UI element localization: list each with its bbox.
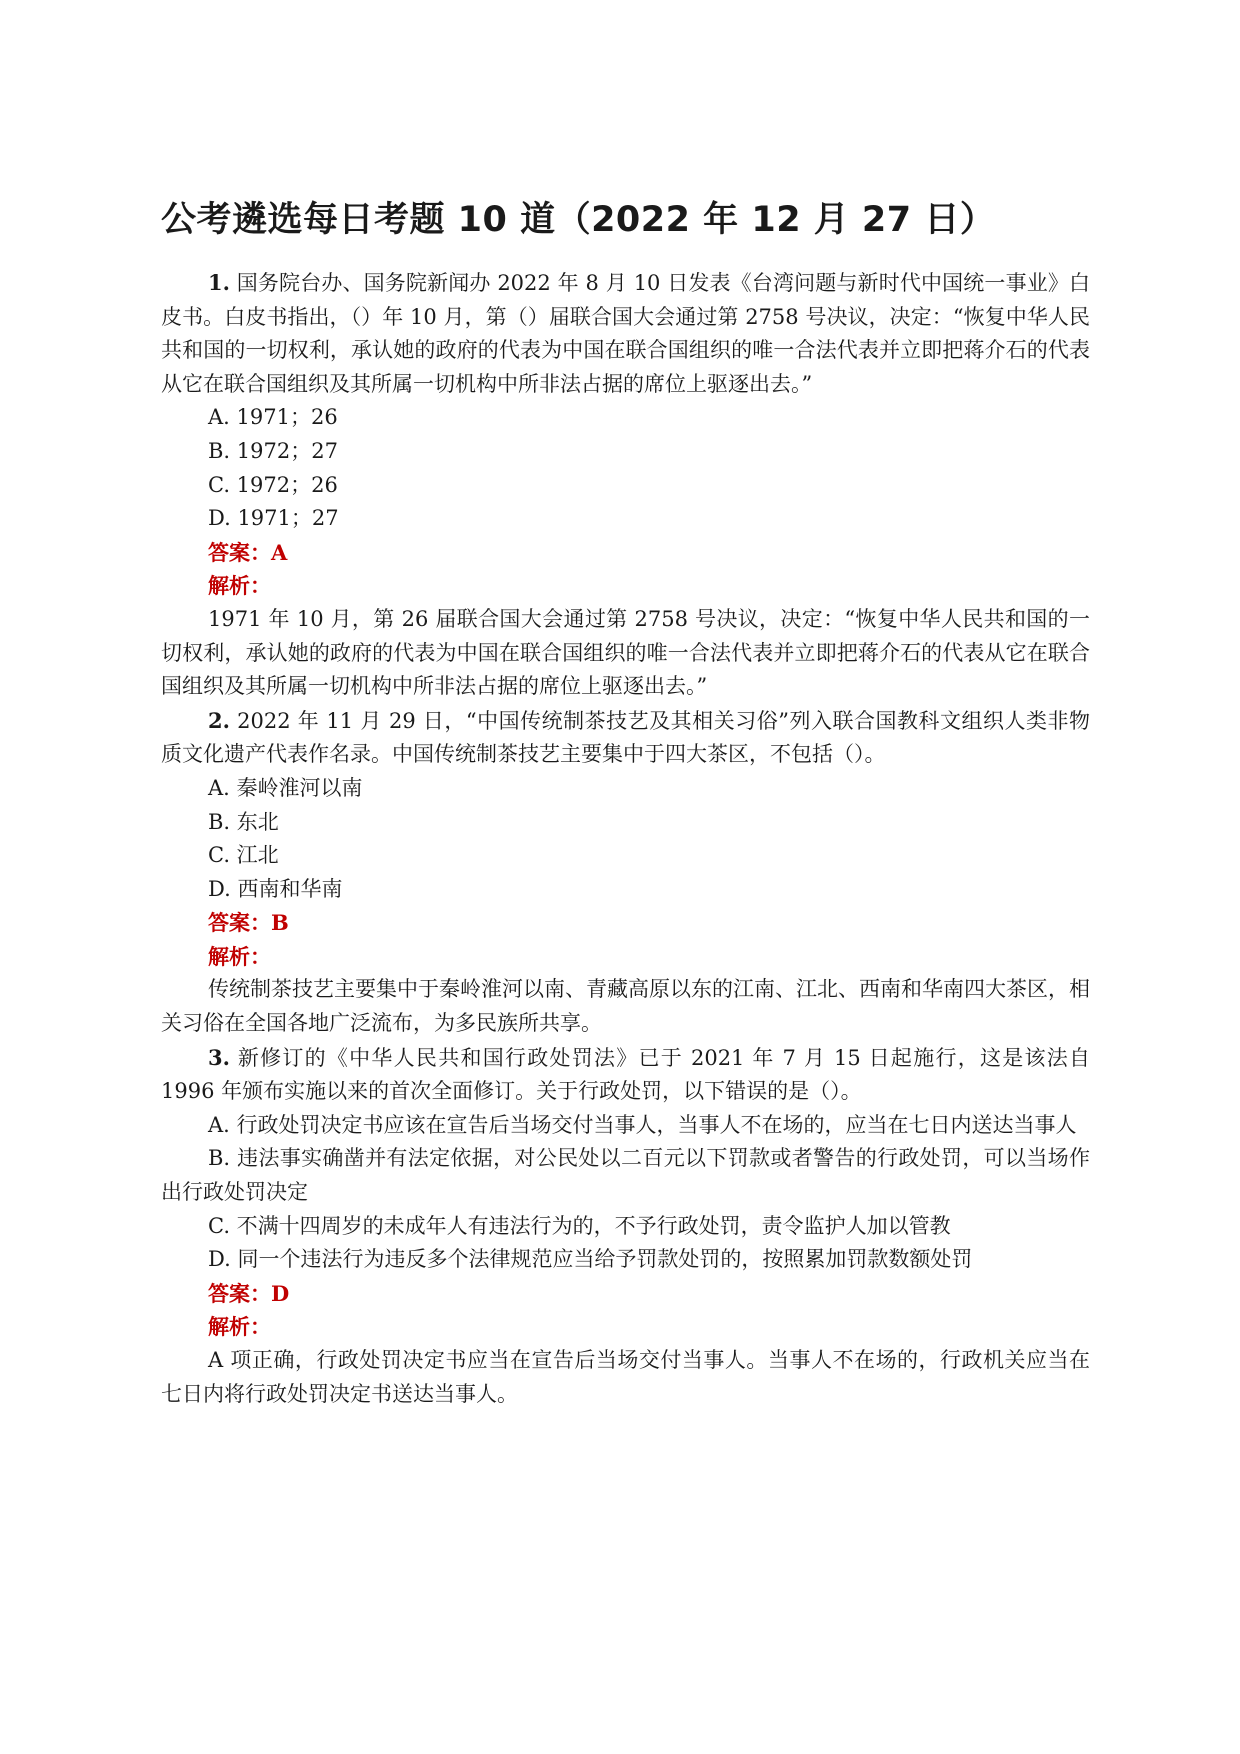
question-text: 2022 年 11 月 29 日，“中国传统制茶技艺及其相关习俗”列入联合国教科文组织人类非物质文化遗产代表作名录。中国传统制茶技艺主要集中于四大茶区，不包括（）。 — [161, 708, 1090, 767]
question-stem — [161, 266, 1090, 401]
analysis-text: A 项正确，行政处罚决定书应当在宣告后当场交付当事人。当事人不在场的，行政机关应当在七日内将行政处罚决定书送达当事人。 — [161, 1348, 1090, 1406]
option-a: A. 秦岭淮河以南 — [208, 775, 363, 800]
option-d: D. 1971；27 — [208, 506, 339, 531]
option-b: B. 1972；27 — [208, 438, 338, 463]
analysis-label: 解析： — [208, 573, 271, 599]
option-c: C. 江北 — [208, 843, 279, 868]
option-c: C. 不满十四周岁的未成年人有违法行为的，不予行政处罚，责令监护人加以管教 — [208, 1213, 951, 1238]
answer-label: 答案：B — [208, 910, 289, 936]
option-d: D. 西南和华南 — [208, 876, 343, 901]
question-3 — [161, 1041, 1090, 1412]
option-c: C. 1972；26 — [208, 472, 338, 497]
answer-label: 答案：D — [208, 1280, 290, 1306]
option-b: B. 东北 — [208, 809, 279, 834]
question-2 — [161, 704, 1090, 1041]
analysis-label: 解析： — [208, 1314, 271, 1340]
analysis-label: 解析： — [208, 943, 271, 969]
analysis-text: 传统制茶技艺主要集中于秦岭淮河以南、青藏高原以东的江南、江北、西南和华南四大茶区，相关习俗在全国各地广泛流布，为多民族所共享。 — [161, 977, 1090, 1036]
option-b: B. 违法事实确凿并有法定依据，对公民处以二百元以下罚款或者警告的行政处罚，可以当场作出行政处罚决定 — [161, 1146, 1090, 1205]
question-1 — [161, 266, 1090, 704]
option-a: A. 行政处罚决定书应该在宣告后当场交付当事人，当事人不在场的，应当在七日内送达当事人 — [208, 1112, 1077, 1137]
question-number: 2. — [208, 707, 230, 733]
question-number: 1. — [208, 270, 230, 295]
analysis-text: 1971 年 10 月，第 26 届联合国大会通过第 2758 号决议，决定：“恢复中华人民共和国的一切权利，承认她的政府的代表为中国在联合国组织的唯一合法代表并立即把蒋介石的代表从它在联合国组织及其所属一切机构中所非法占据的席位上驱逐出去。” — [161, 606, 1090, 699]
question-number: 3. — [208, 1044, 230, 1070]
option-a: A. 1971；26 — [208, 405, 338, 430]
question-stem — [161, 704, 1090, 772]
question-text: 国务院台办、国务院新闻办 2022 年 8 月 10 日发表《台湾问题与新时代中国统一事业》白皮书。白皮书指出，（）年 10 月，第（）届联合国大会通过第 2758 号决议，决定：“恢复中华人民共和国的一切权利，承认她的政府的代表为中国在联合国组织的唯一合法代表并立即把蒋介石的代表从它在联合国组织及其所属一切机构中所非法占据的席位上驱逐出去。” — [161, 271, 1090, 396]
question-stem — [161, 1041, 1090, 1109]
option-d: D. 同一个违法行为违反多个法律规范应当给予罚款处罚的，按照累加罚款数额处罚 — [208, 1247, 973, 1272]
page-title: 公考遴选每日考题 10 道（2022 年 12 月 27 日） — [161, 200, 996, 240]
question-text: 新修订的《中华人民共和国行政处罚法》已于 2021 年 7 月 15 日起施行，这是该法自 1996 年颁布实施以来的首次全面修订。关于行政处罚，以下错误的是（）。 — [161, 1045, 1090, 1104]
answer-label: 答案：A — [208, 539, 288, 565]
